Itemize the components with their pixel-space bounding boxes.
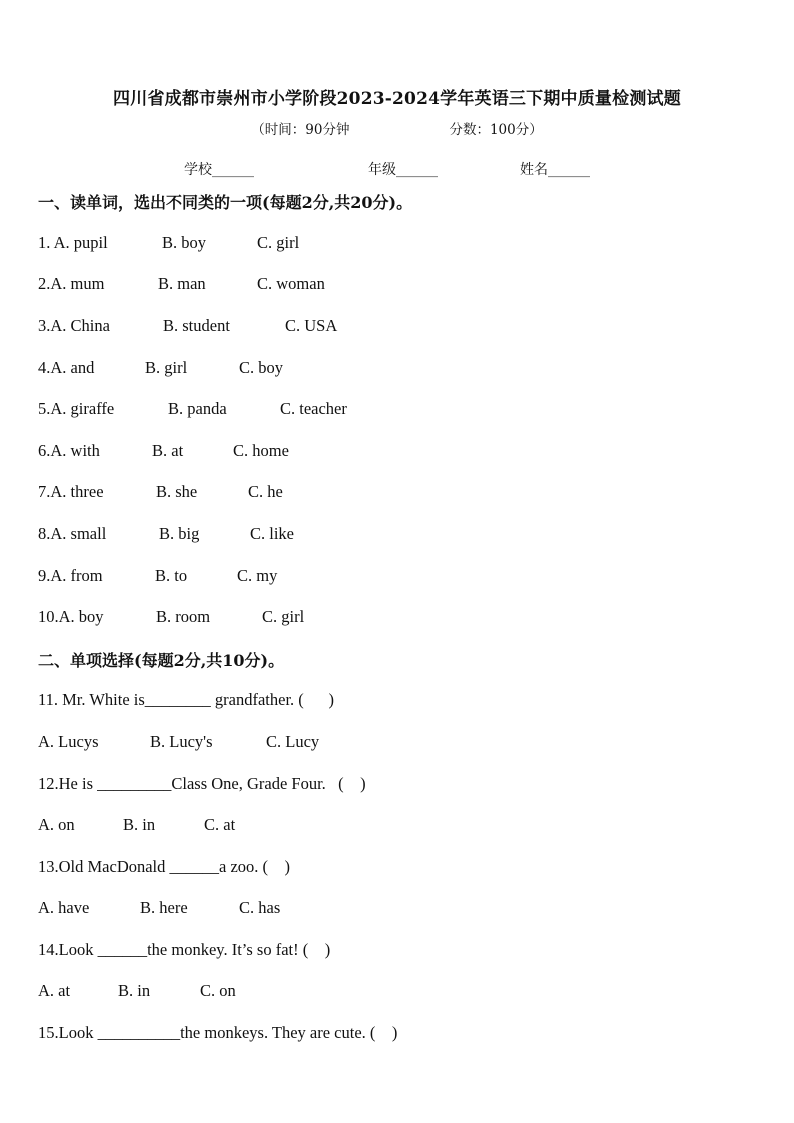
option-c: C. boy <box>239 358 284 377</box>
option-c: C. teacher <box>280 399 347 418</box>
option-b: B. student <box>163 316 230 335</box>
name-field: 姓名______ <box>520 162 590 178</box>
option-c: C. at <box>204 815 236 834</box>
option-c: C. Lucy <box>266 732 320 751</box>
exam-title: 四川省成都市崇州市小学阶段2023-2024学年英语三下期中质量检测试题 <box>113 89 681 109</box>
exam-time: （时间：90分钟 <box>251 122 350 138</box>
option-a: 7.A. three <box>38 482 104 501</box>
option-b: B. panda <box>168 399 227 418</box>
option-b: B. big <box>159 524 200 543</box>
option-b: B. man <box>158 274 206 293</box>
option-b: B. in <box>118 981 151 1000</box>
option-c: C. my <box>237 566 278 585</box>
option-a: A. at <box>38 981 71 1000</box>
section-2-title: 二、单项选择(每题2分,共10分)。 <box>38 651 285 670</box>
option-a: 1. A. pupil <box>38 233 108 252</box>
exam-score: 分数：100分） <box>449 122 543 138</box>
option-c: C. he <box>248 482 283 501</box>
option-c: C. girl <box>257 233 300 252</box>
exam-subtitle <box>0 118 794 138</box>
question-12: 12.He is _________Class One, Grade Four. ( ) <box>38 774 366 793</box>
option-b: B. in <box>123 815 156 834</box>
option-a: 3.A. China <box>38 316 110 335</box>
option-a: 5.A. giraffe <box>38 399 115 418</box>
option-a: 4.A. and <box>38 358 95 377</box>
option-c: C. woman <box>257 274 325 293</box>
grade-field: 年级______ <box>368 162 438 178</box>
option-b: B. to <box>155 566 188 585</box>
option-a: 6.A. with <box>38 441 100 460</box>
question-11: 11. Mr. White is________ grandfather. ( ) <box>38 690 335 709</box>
section-1-title: 一、读单词，选出不同类的一项(每题2分,共20分)。 <box>38 193 413 212</box>
question-14: 14.Look ______the monkey. It’s so fat! ( ) <box>38 940 331 959</box>
option-b: B. here <box>140 898 188 917</box>
option-c: C. like <box>250 524 294 543</box>
option-c: C. on <box>200 981 236 1000</box>
option-a: A. have <box>38 898 90 917</box>
option-a: 9.A. from <box>38 566 103 585</box>
option-b: B. she <box>156 482 198 501</box>
option-a: A. on <box>38 815 75 834</box>
option-c: C. girl <box>262 607 305 626</box>
option-a: 10.A. boy <box>38 607 104 626</box>
option-c: C. USA <box>285 316 338 335</box>
option-b: B. boy <box>162 233 207 252</box>
option-b: B. girl <box>145 358 188 377</box>
school-field: 学校______ <box>184 162 254 178</box>
question-13: 13.Old MacDonald ______a zoo. ( ) <box>38 857 291 876</box>
option-a: 2.A. mum <box>38 274 105 293</box>
option-c: C. has <box>239 898 281 917</box>
option-c: C. home <box>233 441 289 460</box>
option-a: 8.A. small <box>38 524 107 543</box>
option-b: B. Lucy's <box>150 732 213 751</box>
option-b: B. at <box>152 441 184 460</box>
option-a: A. Lucys <box>38 732 99 751</box>
option-b: B. room <box>156 607 211 626</box>
question-15: 15.Look __________the monkeys. They are cute. ( ) <box>38 1023 398 1042</box>
